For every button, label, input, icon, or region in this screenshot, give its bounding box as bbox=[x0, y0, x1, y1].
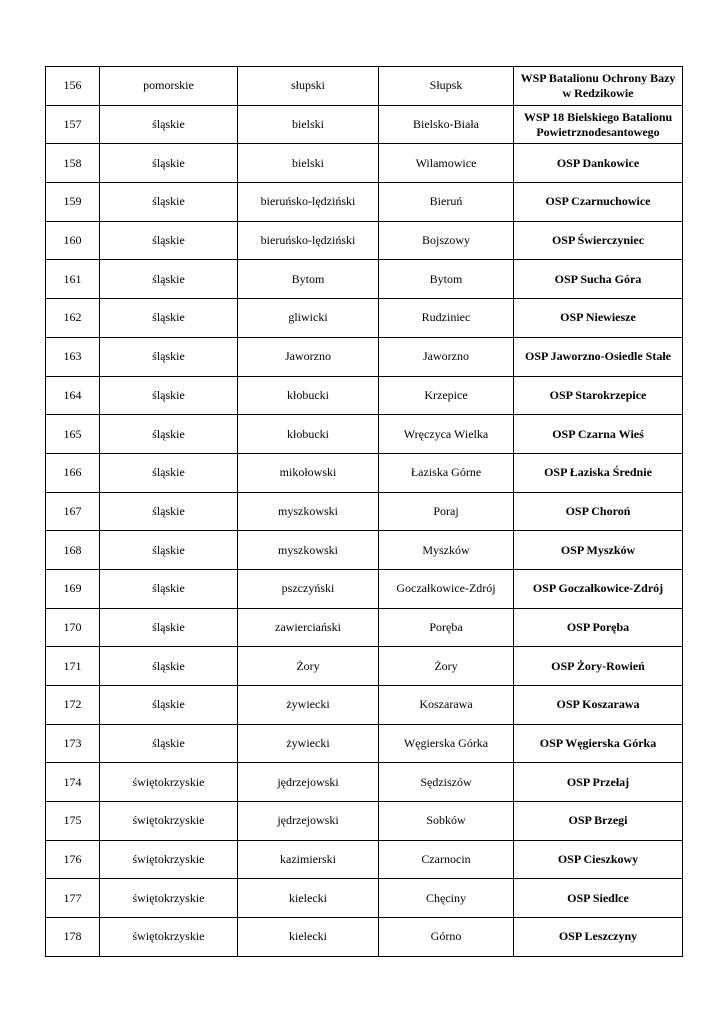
unit-name-cell: OSP Żory-Rowień bbox=[514, 647, 683, 686]
unit-name-cell: OSP Przełaj bbox=[514, 763, 683, 802]
voivodeship-cell: świętokrzyskie bbox=[100, 802, 238, 841]
voivodeship-cell: śląskie bbox=[100, 299, 238, 338]
table-row bbox=[46, 802, 683, 841]
table-row bbox=[46, 376, 683, 415]
voivodeship-cell: śląskie bbox=[100, 453, 238, 492]
municipality-cell: Poręba bbox=[379, 608, 514, 647]
row-number: 171 bbox=[46, 647, 100, 686]
municipality-cell: Słupsk bbox=[379, 67, 514, 106]
municipality-cell: Czarnocin bbox=[379, 840, 514, 879]
municipality-cell: Żory bbox=[379, 647, 514, 686]
county-cell: Żory bbox=[238, 647, 379, 686]
table-row bbox=[46, 144, 683, 183]
municipality-cell: Sobków bbox=[379, 802, 514, 841]
table-row bbox=[46, 67, 683, 106]
county-cell: kłobucki bbox=[238, 376, 379, 415]
row-number: 175 bbox=[46, 802, 100, 841]
unit-name-cell: OSP Myszków bbox=[514, 531, 683, 570]
row-number: 158 bbox=[46, 144, 100, 183]
voivodeship-cell: pomorskie bbox=[100, 67, 238, 106]
unit-name-cell: OSP Poręba bbox=[514, 608, 683, 647]
row-number: 169 bbox=[46, 569, 100, 608]
units-table bbox=[45, 66, 683, 957]
table-row bbox=[46, 569, 683, 608]
table-row bbox=[46, 105, 683, 144]
municipality-cell: Wręczyca Wielka bbox=[379, 415, 514, 454]
voivodeship-cell: śląskie bbox=[100, 569, 238, 608]
table-row bbox=[46, 608, 683, 647]
unit-name-cell: OSP Koszarawa bbox=[514, 686, 683, 725]
unit-name-cell: OSP Sucha Góra bbox=[514, 260, 683, 299]
row-number: 156 bbox=[46, 67, 100, 106]
municipality-cell: Bytom bbox=[379, 260, 514, 299]
county-cell: gliwicki bbox=[238, 299, 379, 338]
voivodeship-cell: śląskie bbox=[100, 415, 238, 454]
voivodeship-cell: świętokrzyskie bbox=[100, 840, 238, 879]
municipality-cell: Chęciny bbox=[379, 879, 514, 918]
unit-name-cell: OSP Łaziska Średnie bbox=[514, 453, 683, 492]
row-number: 159 bbox=[46, 183, 100, 222]
county-cell: bieruńsko-lędziński bbox=[238, 183, 379, 222]
county-cell: pszczyński bbox=[238, 569, 379, 608]
table-row bbox=[46, 918, 683, 957]
unit-name-cell: OSP Węgierska Górka bbox=[514, 724, 683, 763]
municipality-cell: Węgierska Górka bbox=[379, 724, 514, 763]
table-row bbox=[46, 647, 683, 686]
row-number: 172 bbox=[46, 686, 100, 725]
table-row bbox=[46, 221, 683, 260]
unit-name-cell: OSP Siedlce bbox=[514, 879, 683, 918]
county-cell: bielski bbox=[238, 144, 379, 183]
table-row bbox=[46, 260, 683, 299]
voivodeship-cell: śląskie bbox=[100, 337, 238, 376]
municipality-cell: Krzepice bbox=[379, 376, 514, 415]
voivodeship-cell: śląskie bbox=[100, 492, 238, 531]
county-cell: kłobucki bbox=[238, 415, 379, 454]
county-cell: jędrzejowski bbox=[238, 802, 379, 841]
municipality-cell: Rudziniec bbox=[379, 299, 514, 338]
table-row bbox=[46, 531, 683, 570]
table-row bbox=[46, 183, 683, 222]
county-cell: kielecki bbox=[238, 918, 379, 957]
unit-name-cell: OSP Jaworzno-Osiedle Stałe bbox=[514, 337, 683, 376]
municipality-cell: Sędziszów bbox=[379, 763, 514, 802]
county-cell: Jaworzno bbox=[238, 337, 379, 376]
municipality-cell: Jaworzno bbox=[379, 337, 514, 376]
voivodeship-cell: śląskie bbox=[100, 531, 238, 570]
table-row bbox=[46, 415, 683, 454]
unit-name-cell: OSP Starokrzepice bbox=[514, 376, 683, 415]
county-cell: kazimierski bbox=[238, 840, 379, 879]
voivodeship-cell: śląskie bbox=[100, 376, 238, 415]
county-cell: bieruńsko-lędziński bbox=[238, 221, 379, 260]
municipality-cell: Poraj bbox=[379, 492, 514, 531]
municipality-cell: Koszarawa bbox=[379, 686, 514, 725]
row-number: 157 bbox=[46, 105, 100, 144]
voivodeship-cell: świętokrzyskie bbox=[100, 918, 238, 957]
table-row bbox=[46, 337, 683, 376]
row-number: 164 bbox=[46, 376, 100, 415]
table-row bbox=[46, 453, 683, 492]
voivodeship-cell: śląskie bbox=[100, 105, 238, 144]
voivodeship-cell: śląskie bbox=[100, 183, 238, 222]
row-number: 167 bbox=[46, 492, 100, 531]
county-cell: mikołowski bbox=[238, 453, 379, 492]
row-number: 170 bbox=[46, 608, 100, 647]
row-number: 161 bbox=[46, 260, 100, 299]
voivodeship-cell: śląskie bbox=[100, 724, 238, 763]
row-number: 176 bbox=[46, 840, 100, 879]
county-cell: myszkowski bbox=[238, 531, 379, 570]
county-cell: kielecki bbox=[238, 879, 379, 918]
municipality-cell: Wilamowice bbox=[379, 144, 514, 183]
unit-name-cell: WSP Batalionu Ochrony Bazy w Redzikowie bbox=[514, 67, 683, 106]
voivodeship-cell: śląskie bbox=[100, 608, 238, 647]
row-number: 168 bbox=[46, 531, 100, 570]
unit-name-cell: WSP 18 Bielskiego Batalionu Powietrznodesantowego bbox=[514, 105, 683, 144]
unit-name-cell: OSP Dankowice bbox=[514, 144, 683, 183]
municipality-cell: Myszków bbox=[379, 531, 514, 570]
county-cell: Bytom bbox=[238, 260, 379, 299]
unit-name-cell: OSP Leszczyny bbox=[514, 918, 683, 957]
unit-name-cell: OSP Goczałkowice-Zdrój bbox=[514, 569, 683, 608]
table-row bbox=[46, 686, 683, 725]
county-cell: bielski bbox=[238, 105, 379, 144]
table-row bbox=[46, 492, 683, 531]
municipality-cell: Górno bbox=[379, 918, 514, 957]
row-number: 173 bbox=[46, 724, 100, 763]
voivodeship-cell: świętokrzyskie bbox=[100, 763, 238, 802]
table-row bbox=[46, 299, 683, 338]
table-row bbox=[46, 840, 683, 879]
county-cell: żywiecki bbox=[238, 686, 379, 725]
voivodeship-cell: śląskie bbox=[100, 144, 238, 183]
row-number: 160 bbox=[46, 221, 100, 260]
county-cell: żywiecki bbox=[238, 724, 379, 763]
row-number: 163 bbox=[46, 337, 100, 376]
county-cell: słupski bbox=[238, 67, 379, 106]
units-table-body bbox=[46, 67, 683, 957]
table-row bbox=[46, 763, 683, 802]
unit-name-cell: OSP Brzegi bbox=[514, 802, 683, 841]
voivodeship-cell: śląskie bbox=[100, 647, 238, 686]
row-number: 162 bbox=[46, 299, 100, 338]
voivodeship-cell: śląskie bbox=[100, 221, 238, 260]
municipality-cell: Goczałkowice-Zdrój bbox=[379, 569, 514, 608]
unit-name-cell: OSP Choroń bbox=[514, 492, 683, 531]
county-cell: myszkowski bbox=[238, 492, 379, 531]
row-number: 165 bbox=[46, 415, 100, 454]
row-number: 177 bbox=[46, 879, 100, 918]
table-row bbox=[46, 724, 683, 763]
voivodeship-cell: śląskie bbox=[100, 260, 238, 299]
row-number: 178 bbox=[46, 918, 100, 957]
county-cell: jędrzejowski bbox=[238, 763, 379, 802]
unit-name-cell: OSP Czarna Wieś bbox=[514, 415, 683, 454]
table-row bbox=[46, 879, 683, 918]
municipality-cell: Bojszowy bbox=[379, 221, 514, 260]
unit-name-cell: OSP Cieszkowy bbox=[514, 840, 683, 879]
unit-name-cell: OSP Niewiesze bbox=[514, 299, 683, 338]
county-cell: zawierciański bbox=[238, 608, 379, 647]
voivodeship-cell: śląskie bbox=[100, 686, 238, 725]
voivodeship-cell: świętokrzyskie bbox=[100, 879, 238, 918]
municipality-cell: Bielsko-Biała bbox=[379, 105, 514, 144]
row-number: 174 bbox=[46, 763, 100, 802]
unit-name-cell: OSP Czarnuchowice bbox=[514, 183, 683, 222]
municipality-cell: Łaziska Górne bbox=[379, 453, 514, 492]
row-number: 166 bbox=[46, 453, 100, 492]
unit-name-cell: OSP Świerczyniec bbox=[514, 221, 683, 260]
municipality-cell: Bieruń bbox=[379, 183, 514, 222]
